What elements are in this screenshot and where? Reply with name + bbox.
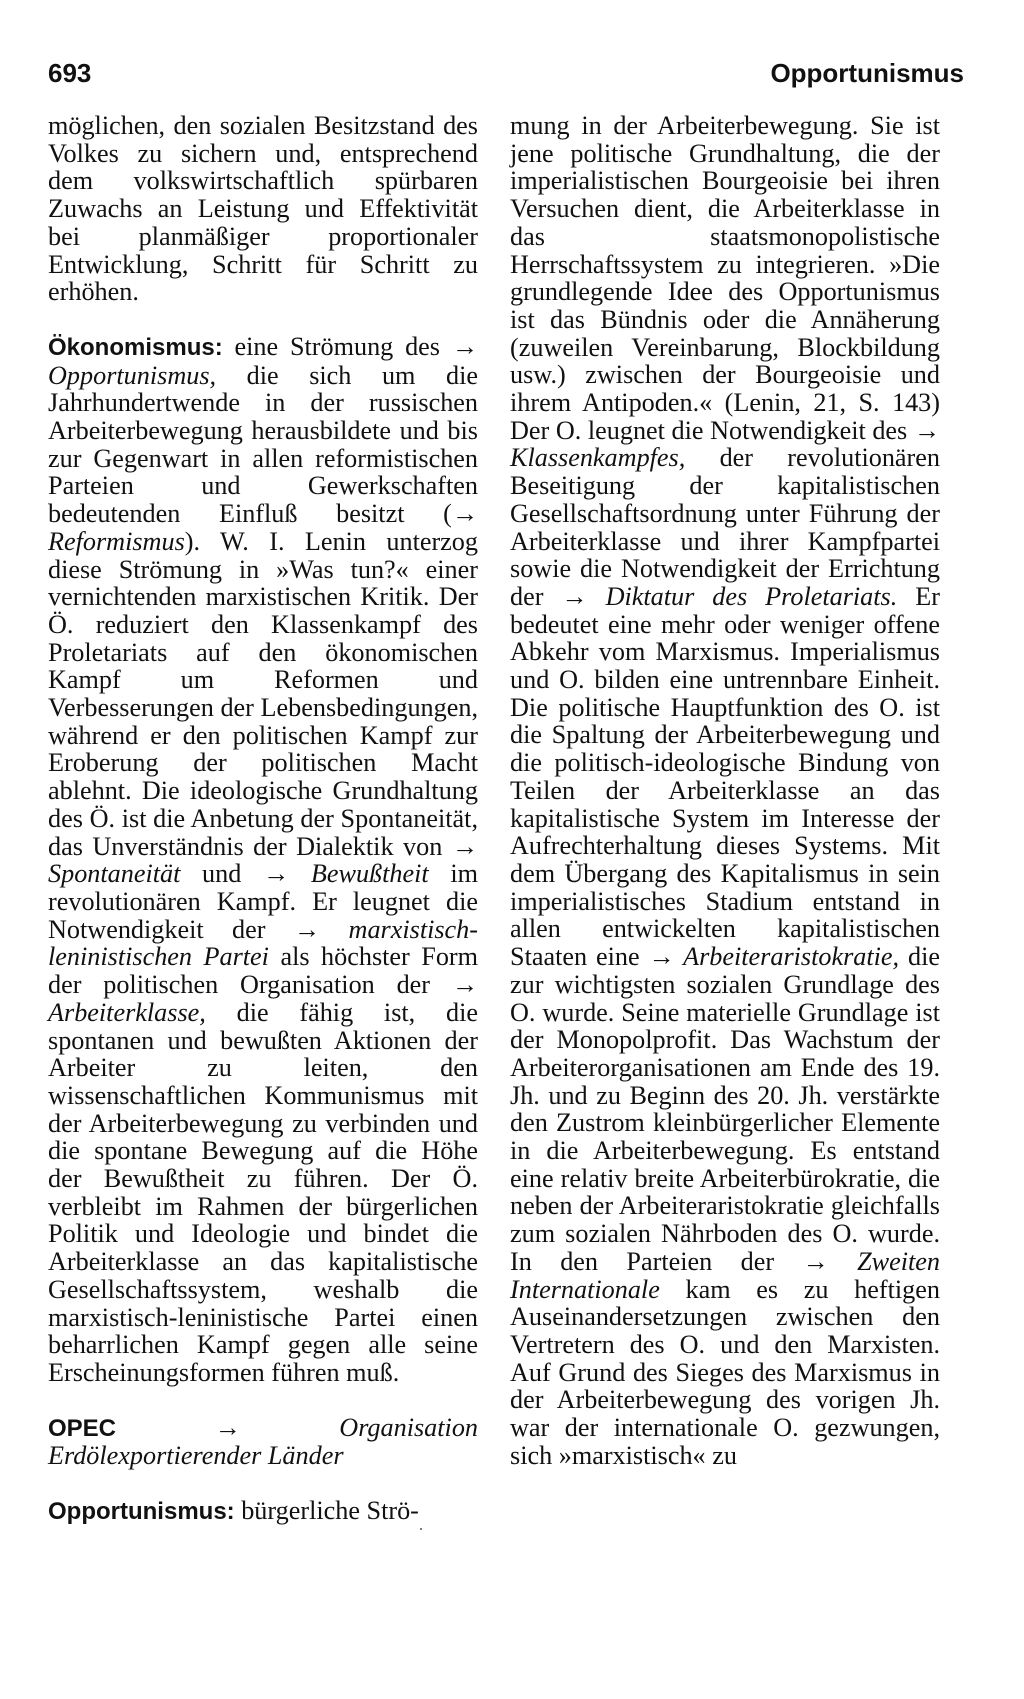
entry-text: der revolutionären Beseitigung der kapitalistischen Gesellschaftsordnung unter Führung der Arbeiterklasse und ihrer Kampfpartei sowie die Notwendigkeit der Errichtung der — [510, 443, 940, 611]
cross-reference[interactable]: → marxistisch-leninistischen Partei — [48, 914, 478, 972]
arrow-icon: → — [263, 859, 290, 889]
arrow-icon: → — [802, 1246, 829, 1276]
entry-text: ). W. I. Lenin unterzog diese Strömung in »Was tun?« einer vernichtenden marxistischen Kritik. Der Ö. reduziert den Klassenkampf des Proletariats auf den ökonomischen Kampf um Reformen und Verbesserungen der Lebensbedingungen, während er den politischen Kampf zur Eroberung der politischen Macht ablehnt. Die ideologische Grundhaltung des Ö. ist die Anbetung der Spontaneität, das Unverständnis der Dialektik von — [48, 526, 478, 861]
arrow-icon: → — [648, 942, 675, 972]
cross-reference[interactable]: → Diktatur des Proletariats. — [561, 581, 898, 611]
running-head: Opportunismus — [770, 58, 964, 88]
cross-reference[interactable]: → Reformismus — [48, 499, 478, 556]
entry-oekonomismus — [48, 333, 478, 1387]
entry-text: Er bedeutet eine mehr oder weniger offene Abkehr vom Marxismus. Imperialismus und O. bilden eine untrennbare Einheit. Die politische Hauptfunktion des O. ist die Spaltung der Arbeiterbewegung und die politisch-ideologische Bindung von Teilen der Arbeiterklasse an das kapitalistische System im Interesse der Aufrechterhaltung dieses Systems. Mit dem Übergang des Kapitalismus in sein imperialistisches Stadium entstand in allen entwickelten kapitalistischen Staaten eine — [510, 581, 940, 972]
entry-term: Opportunismus: — [48, 1498, 235, 1526]
cross-reference[interactable]: → Spontaneität — [48, 831, 478, 889]
cross-reference[interactable]: → Zweiten Internationale — [510, 1246, 940, 1304]
entry-text: bürgerliche Strö- — [234, 1496, 419, 1526]
entry-term: OPEC — [48, 1414, 117, 1442]
entry-opportunismus — [48, 1497, 478, 1526]
entry-text: die fähig ist, die spontanen und bewußten Aktionen der Arbeiter zu leiten, den wissenschaftlichen Kommunismus mit der Arbeiterbewegung zu verbinden und die spontane Bewegung auf die Höhe der Bewußtheit zu führen. Der Ö. verbleibt im Rahmen der bürgerlichen Politik und Ideologie und bindet die Arbeiterklasse an das kapitalistische Gesellschaftssystem, weshalb die marxistisch-leninistische Partei einen beharrlichen Kampf gegen alle seine Erscheinungsformen führen muß. — [48, 997, 478, 1387]
entry-text: mung in der Arbeiterbewegung. Sie ist jene politische Grundhaltung, die der imperialistischen Bourgeoisie bei ihren Versuchen dient, die Arbeiterklasse in das staatsmonopolistische Herrschaftssystem zu integrieren. »Die grundlegende Idee des Opportunismus ist das Bündnis oder die Annäherung (zuweilen Vereinbarung, Blockbildung usw.) zwischen der Bourgeoisie und ihrem Antipoden.« (Lenin, 21, S. 143) Der O. leugnet die Notwendigkeit des — [510, 111, 940, 445]
entry-text: kam es zu heftigen Auseinandersetzungen zwischen den Vertretern des O. und den Marxisten. Auf Grund des Sieges des Marxismus in der Arbeiterbewegung des vorigen Jh. war der internationale O. gezwungen, sich »marxistisch« zu — [510, 1274, 940, 1470]
arrow-icon: → — [293, 914, 321, 944]
cross-reference[interactable]: → Bewußtheit — [263, 859, 429, 889]
arrow-icon: → — [451, 831, 478, 861]
paper-speck — [420, 1528, 422, 1530]
arrow-icon: → — [214, 1412, 241, 1442]
page-header — [48, 58, 964, 98]
cross-reference[interactable]: → Arbeiterklasse, — [48, 970, 478, 1027]
entry-opec — [48, 1414, 478, 1470]
entry-text: die zur wichtigsten sozialen Grundlage des O. wurde. Seine materielle Grundlage ist der Monopolprofit. Das Wachstum der Arbeiterorganisationen am Ende des 19. Jh. und zu Beginn des 20. Jh. verstärkte den Zustrom kleinbürgerlicher Elemente in die Arbeiterbewegung. Es entstand eine relativ breite Arbeiterbürokratie, die neben der Arbeiteraristokratie gleichfalls zum sozialen Nährboden des O. wurde. In den Parteien der — [510, 942, 940, 1276]
cross-reference[interactable]: → Arbeiteraristokratie, — [648, 942, 900, 972]
arrow-icon: → — [913, 415, 940, 445]
cross-reference[interactable]: → Klassenkampfes, — [510, 415, 940, 473]
entry-text: und — [180, 859, 263, 889]
entry-term: Ökonomismus: — [48, 333, 223, 361]
arrow-icon: → — [451, 499, 478, 529]
entry-text: die sich um die Jahrhundertwende in der russischen Arbeiterbewegung herausbildete und bis zur Gegenwart in allen reformistischen Parteien und Gewerkschaften bedeutenden Einfluß besitzt ( — [48, 360, 478, 529]
cross-reference[interactable]: → Organisation Erdölexportierender Länder — [48, 1412, 479, 1471]
entry-text: als höchster Form der politischen Organisation der — [48, 942, 478, 1000]
entry-text: im revolutionären Kampf. Er leugnet die Notwendigkeit der — [48, 859, 478, 944]
arrow-icon: → — [451, 331, 478, 361]
arrow-icon: → — [561, 581, 588, 611]
left-column — [48, 112, 478, 1526]
continued-paragraph: möglichen, den sozialen Besitzstand des Volkes zu sichern und, entsprechend dem volkswirtschaftlich spürbaren Zuwachs an Leistung und Effektivität bei planmäßiger proportionaler Entwicklung, Schritt für Schritt zu erhöhen. — [48, 111, 478, 307]
page-number: 693 — [48, 58, 92, 88]
entry-opportunismus-continued — [510, 112, 940, 1469]
cross-reference[interactable]: → Opportunismus, — [48, 331, 478, 390]
arrow-icon: → — [451, 970, 478, 1000]
entry-text: eine Strömung des — [222, 331, 452, 361]
right-column — [510, 112, 940, 1469]
